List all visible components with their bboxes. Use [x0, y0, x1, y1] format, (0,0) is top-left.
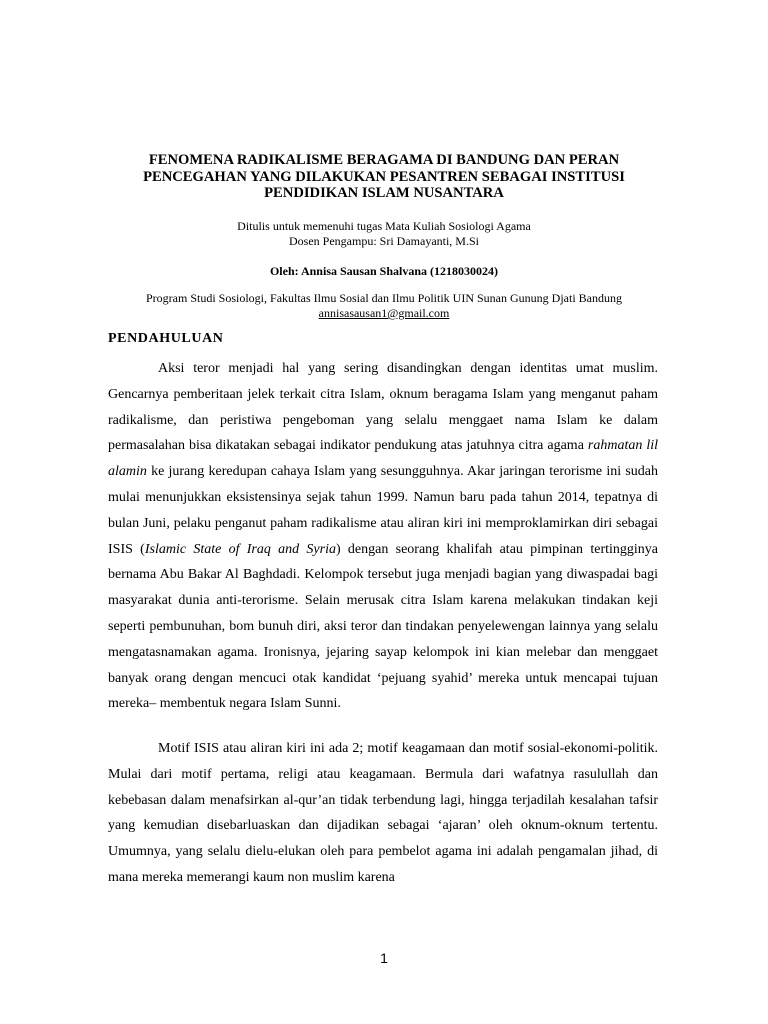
- paragraph-1-italic-a: rahmatan lil alamin: [108, 438, 658, 480]
- section-heading: PENDAHULUAN: [108, 331, 224, 346]
- paragraph-1-italic-b: Islamic State of Iraq and Syria: [144, 541, 336, 557]
- paragraph-2: [108, 736, 658, 891]
- title-line-1: FENOMENA RADIKALISME BERAGAMA DI BANDUNG DAN PERAN: [148, 152, 620, 168]
- author-line: Oleh: Annisa Sausan Shalvana (1218030024): [269, 264, 499, 278]
- assignment-line: Ditulis untuk memenuhi tugas Mata Kuliah Sosiologi Agama: [237, 219, 531, 233]
- page-number: 1: [380, 950, 388, 966]
- assignment-info: [60, 219, 708, 249]
- title-line-3: PENDIDIKAN ISLAM NUSANTARA: [264, 185, 504, 201]
- affiliation-line: Program Studi Sosiologi, Fakultas Ilmu Sosial dan Ilmu Politik UIN Sunan Gunung Djati Bandung: [146, 291, 622, 305]
- paragraph-1-part-b: ke jurang keredupan cahaya Islam yang sesungguhnya. Akar jaringan terorisme ini sudah mulai menunjukkan eksistensinya sejak tahun 1999. Namun baru pada tahun 2014, tepatnya di bulan Juni, pelaku penganut paham radikalisme atau aliran kiri ini memproklamirkan diri sebagai ISIS (: [108, 464, 658, 557]
- lecturer-line: Dosen Pengampu: Sri Damayanti, M.Si: [289, 234, 479, 248]
- paper-title: [100, 152, 668, 202]
- paragraph-1-part-a: Aksi teror menjadi hal yang sering disandingkan dengan identitas umat muslim. Gencarnya pemberitaan jelek terkait citra Islam, oknum beragama Islam yang menganut paham radikalisme, dan peristiwa pengeboman yang selalu menggaet nama Islam ke dalam permasalahan bisa dikatakan sebagai indikator pendukung atas jatuhnya citra agama: [108, 361, 658, 454]
- paragraph-1-text: [108, 356, 658, 717]
- title-line-2: PENCEGAHAN YANG DILAKUKAN PESANTREN SEBAGAI INSTITUSI: [143, 168, 625, 185]
- paragraph-1-part-c: ) dengan seorang khalifah atau pimpinan tertingginya bernama Abu Bakar Al Baghdadi. Kelompok tersebut juga menjadi bagian yang diwaspadai bagi masyarakat dunia anti-terorisme. Selain merusak citra Islam karena melakukan tindakan keji seperti pembunuhan, bom bunuh diri, aksi teror dan tindakan penyelewengan lainnya yang selalu mengatasnamakan agama. Ironisnya, jejaring sayap kelompok ini kian melebar dan menggaet banyak orang dengan mencuci otak kandidat ‘pejuang syahid’ mereka untuk mencapai tujuan mereka– membentuk negara Islam Sunni.: [108, 541, 658, 712]
- email-link[interactable]: annisasausan1@gmail.com: [318, 306, 450, 320]
- paragraph-2-text: Motif ISIS atau aliran kiri ini ada 2; motif keagamaan dan motif sosial-ekonomi-politik. Mulai dari motif pertama, religi atau keagamaan. Bermula dari wafatnya rasulullah dan kebebasan dalam menafsirkan al-qur’an tidak terbendung lagi, hingga terjadilah kesalahan tafsir yang kemudian disebarluaskan dan dijadikan sebagai ‘ajaran’ oleh oknum-oknum tertentu. Umumnya, yang selalu dielu-elukan oleh para pembelot agama ini adalah pengamalan jihad, di mana mereka memerangi kaum non muslim karena: [108, 741, 658, 885]
- paragraph-1: [108, 356, 658, 717]
- affiliation-block: [60, 291, 708, 321]
